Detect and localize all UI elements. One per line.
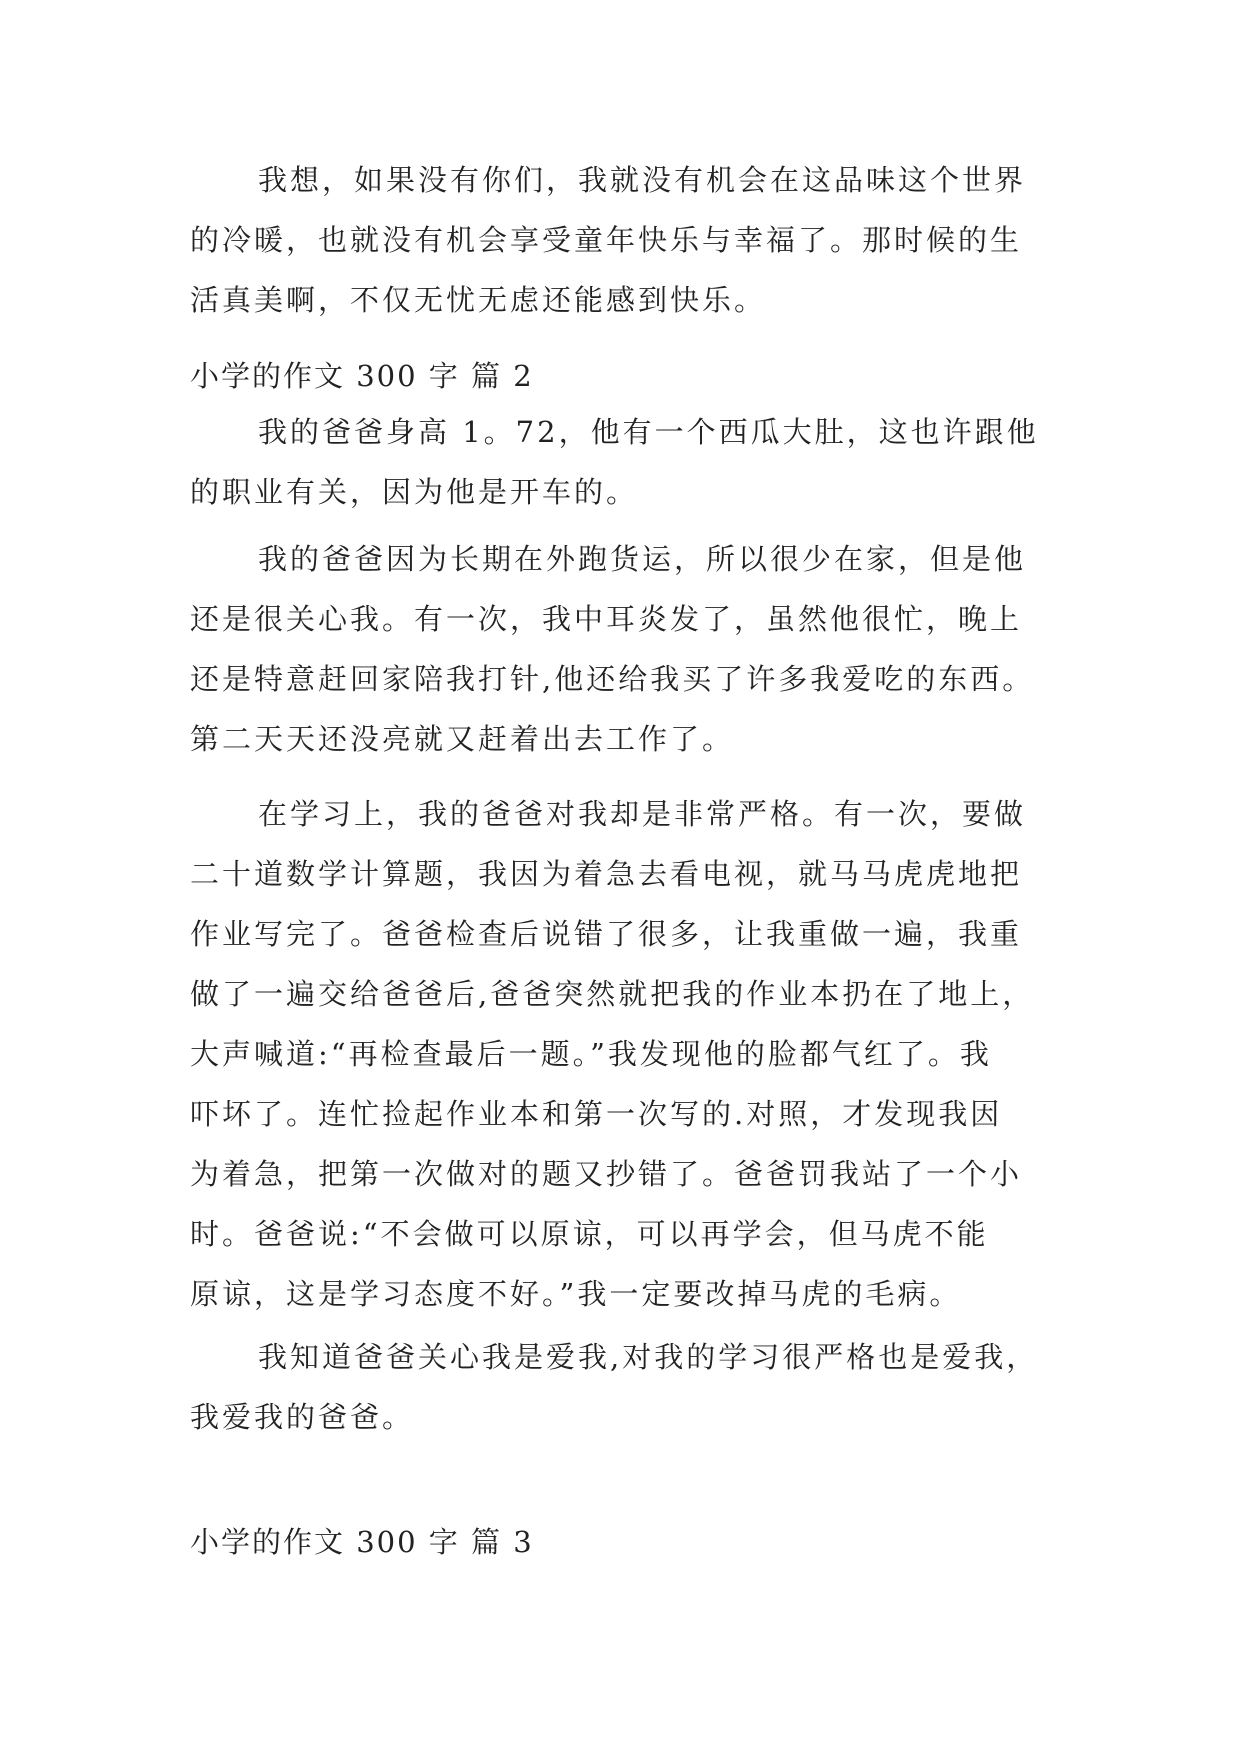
text-line: 作业写完了。爸爸检查后说错了很多，让我重做一遍，我重	[190, 917, 1023, 951]
text-line: 的冷暖，也就没有机会享受童年快乐与幸福了。那时候的生	[190, 223, 1023, 257]
section-heading-3: 小学的作文 300 字 篇 3	[190, 1525, 534, 1559]
text-line: 活真美啊，不仅无忧无虑还能感到快乐。	[190, 283, 767, 317]
paragraph-2	[190, 402, 1060, 522]
text-line: 我想，如果没有你们，我就没有机会在这品味这个世界	[258, 163, 1027, 197]
text-line: 在学习上，我的爸爸对我却是非常严格。有一次，要做	[258, 797, 1027, 831]
text-line: 原谅，这是学习态度不好。”我一定要改掉马虎的毛病。	[190, 1277, 962, 1311]
text-line: 我的爸爸身高 1。72，他有一个西瓜大肚，这也许跟他	[258, 415, 1039, 449]
text-line: 我的爸爸因为长期在外跑货运，所以很少在家，但是他	[258, 542, 1027, 576]
text-line: 的职业有关，因为他是开车的。	[190, 475, 639, 509]
text-line: 我爱我的爸爸。	[190, 1400, 415, 1434]
text-line: 做了一遍交给爸爸后,爸爸突然就把我的作业本扔在了地上，	[190, 977, 1035, 1011]
paragraph-3	[190, 529, 1060, 769]
text-line: 第二天天还没亮就又赶着出去工作了。	[190, 722, 735, 756]
paragraph-1	[190, 150, 1060, 330]
text-line: 时。爸爸说:“不会做可以原谅，可以再学会，但马虎不能	[190, 1217, 989, 1251]
text-line: 我知道爸爸关心我是爱我,对我的学习很严格也是爱我，	[258, 1340, 1039, 1374]
text-line: 大声喊道:“再检查最后一题。”我发现他的脸都气红了。我	[190, 1037, 992, 1071]
paragraph-5	[190, 1327, 1060, 1447]
paragraph-4	[190, 784, 1060, 1324]
text-line: 还是特意赶回家陪我打针,他还给我买了许多我爱吃的东西。	[190, 662, 1035, 696]
text-line: 吓坏了。连忙捡起作业本和第一次写的.对照，才发现我因	[190, 1097, 1003, 1131]
section-heading-2: 小学的作文 300 字 篇 2	[190, 359, 534, 393]
text-line: 为着急，把第一次做对的题又抄错了。爸爸罚我站了一个小	[190, 1157, 1023, 1191]
text-line: 还是很关心我。有一次，我中耳炎发了，虽然他很忙，晚上	[190, 602, 1023, 636]
text-line: 二十道数学计算题，我因为着急去看电视，就马马虎虎地把	[190, 857, 1023, 891]
